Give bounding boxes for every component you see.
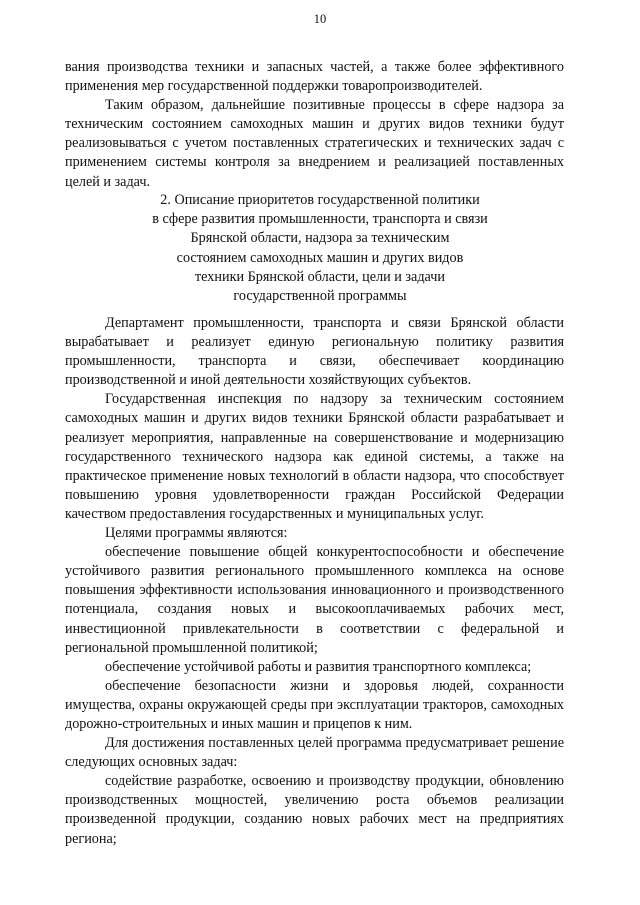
paragraph: содействие разработке, освоению и производству продукции, обновлению производственных мощностей, увеличению роста объемов реализации произведенной продукции, созданию новых рабочих мест на предприятиях региона;	[65, 773, 564, 847]
section-title-line: государственной программы	[233, 288, 407, 305]
section-title-line: техники Брянской области, цели и задачи	[194, 268, 446, 285]
paragraph: обеспечение безопасности жизни и здоровья людей, сохранности имущества, охраны окружающей среды при эксплуатации тракторов, самоходных дорожно-строительных и иных машин и прицепов к ним.	[65, 677, 564, 732]
paragraph: Для достижения поставленных целей программа предусматривает решение следующих основных задач:	[65, 735, 564, 771]
page-number: 10	[313, 12, 327, 26]
section-title-line: в сфере развития промышленности, транспорта и связи	[152, 211, 488, 228]
paragraph: Государственная инспекция по надзору за техническим состоянием самоходных машин и других видов техники Брянской области разрабатывает и реализует мероприятия, направленные на совершенствование и модернизацию государственного технического надзора как единой системы, а также на практическое применение новых технологий в области надзора, что способствует повышению уровня удовлетворенности граждан Российской Федерации качеством предоставления государственных и муниципальных услуг.	[65, 391, 564, 522]
paragraph: обеспечение повышение общей конкурентоспособности и обеспечение устойчивого развития регионального промышленного комплекса на основе повышения эффективности использования инновационного и производственного потенциала, создания новых и высокооплачиваемых рабочих мест, инвестиционной привлекательности в соответствии с федеральной и региональной промышленной политикой;	[65, 544, 564, 656]
body-text	[65, 314, 564, 849]
paragraph: вания производства техники и запасных частей, а также более эффективного применения мер государственной поддержки товаропроизводителей.	[65, 59, 564, 95]
section-title-line: 2. Описание приоритетов государственной политики	[160, 192, 480, 208]
intro-text	[65, 58, 564, 192]
paragraph: обеспечение устойчивой работы и развития транспортного комплекса;	[105, 658, 532, 675]
section-title-line: состоянием самоходных машин и других видов	[176, 249, 464, 266]
section-title-line: Брянской области, надзора за техническим	[190, 230, 450, 247]
section-title	[80, 191, 560, 306]
paragraph: Департамент промышленности, транспорта и связи Брянской области вырабатывает и реализует единую региональную политику развития промышленности, транспорта и связи, обеспечивает координацию производственной и иной деятельности хозяйствующих субъектов.	[65, 315, 564, 389]
paragraph: Таким образом, дальнейшие позитивные процессы в сфере надзора за техническим состоянием самоходных машин и других видов техники будут реализовываться с учетом поставленных стратегических и технических задач с применением системы контроля за внедрением и реализацией поставленных целей и задач.	[65, 97, 564, 190]
paragraph: Целями программы являются:	[105, 525, 288, 542]
